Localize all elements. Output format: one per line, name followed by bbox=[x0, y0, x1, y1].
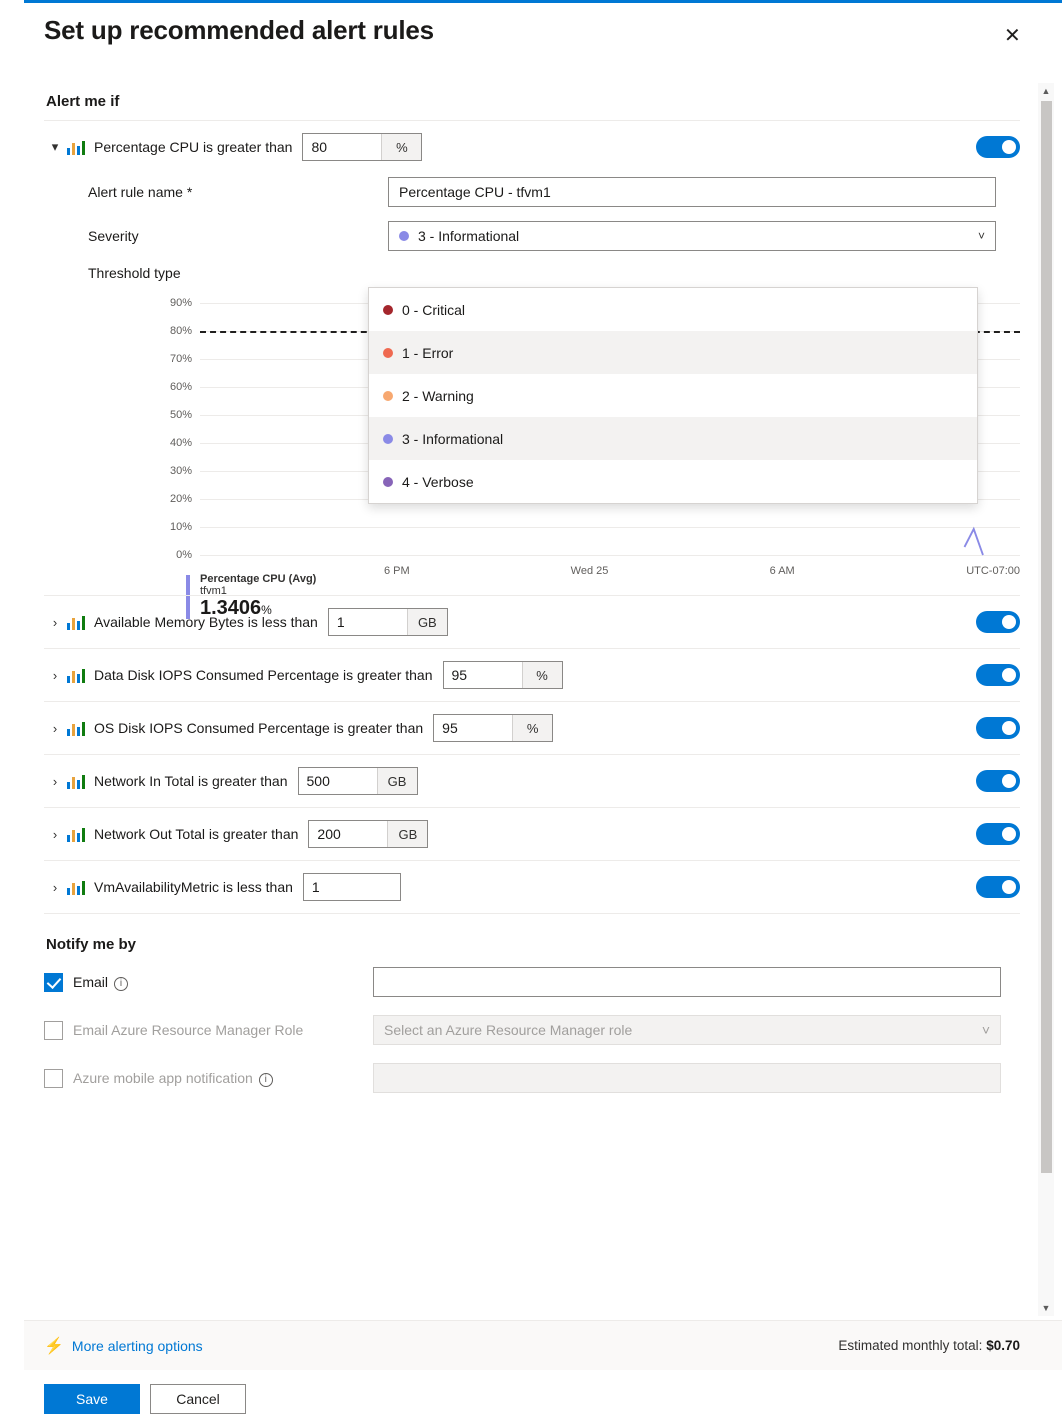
alert-rules-dialog bbox=[24, 0, 1062, 1428]
chart-current-unit: % bbox=[261, 603, 272, 617]
metric-chart-icon bbox=[66, 773, 86, 789]
rule-threshold-input[interactable] bbox=[329, 609, 407, 635]
rule-toggle[interactable] bbox=[976, 664, 1020, 686]
section-alert-me-if-title: Alert me if bbox=[46, 93, 120, 110]
chart-xtick: 6 AM bbox=[769, 565, 795, 577]
severity-label: Severity bbox=[88, 228, 139, 244]
chart-ytick: 90% bbox=[169, 297, 192, 309]
chevron-down-icon[interactable]: ▾ bbox=[51, 139, 59, 154]
info-icon[interactable]: i bbox=[114, 977, 128, 991]
chart-ytick: 40% bbox=[169, 437, 192, 449]
mobile-app-checkbox[interactable] bbox=[44, 1069, 63, 1088]
rule-label: Data Disk IOPS Consumed Percentage is greater than bbox=[94, 667, 433, 683]
severity-color-dot bbox=[383, 305, 393, 315]
rule-threshold-field[interactable] bbox=[433, 714, 553, 742]
mobile-app-input bbox=[373, 1063, 1001, 1093]
severity-color-dot bbox=[399, 231, 409, 241]
rule-threshold-field[interactable] bbox=[328, 608, 448, 636]
rule-toggle[interactable] bbox=[976, 823, 1020, 845]
rule-toggle[interactable] bbox=[976, 717, 1020, 739]
dialog-actions bbox=[44, 1384, 246, 1414]
mobile-app-label: Azure mobile app notification i bbox=[73, 1070, 373, 1087]
info-icon[interactable]: i bbox=[259, 1073, 273, 1087]
chart-ytick: 80% bbox=[169, 325, 192, 337]
chart-ytick: 50% bbox=[169, 409, 192, 421]
severity-select[interactable] bbox=[388, 221, 996, 251]
rule-threshold-field[interactable] bbox=[302, 133, 422, 161]
alert-rule-name-row bbox=[88, 177, 1020, 207]
rule-toggle[interactable] bbox=[976, 136, 1020, 158]
chart-xaxis bbox=[200, 565, 1020, 583]
scroll-up-icon[interactable]: ▲ bbox=[1041, 86, 1051, 96]
chart-legend-title: Percentage CPU (Avg) bbox=[200, 573, 317, 585]
estimated-total-value: $0.70 bbox=[986, 1338, 1020, 1353]
section-notify-me-by-title: Notify me by bbox=[46, 936, 137, 953]
severity-option-label: 4 - Verbose bbox=[402, 473, 474, 490]
scrollbar-thumb[interactable] bbox=[1041, 101, 1052, 1173]
rule-threshold-field[interactable] bbox=[443, 661, 563, 689]
chart-ytick: 20% bbox=[169, 493, 192, 505]
chevron-right-icon[interactable]: › bbox=[52, 614, 58, 630]
severity-color-dot bbox=[383, 434, 393, 444]
metric-chart-icon bbox=[66, 667, 86, 683]
alert-rule-name-input[interactable] bbox=[388, 177, 996, 207]
rule-row-vm-availability[interactable] bbox=[44, 860, 1020, 913]
threshold-type-row bbox=[88, 265, 1020, 281]
rule-threshold-input[interactable] bbox=[304, 874, 400, 900]
cancel-button[interactable]: Cancel bbox=[150, 1384, 246, 1414]
chart-xtick: Wed 25 bbox=[570, 565, 609, 577]
arm-role-checkbox[interactable] bbox=[44, 1021, 63, 1040]
metric-chart-icon bbox=[66, 139, 86, 155]
rule-label: VmAvailabilityMetric is less than bbox=[94, 879, 293, 895]
email-input[interactable] bbox=[373, 967, 1001, 997]
rule-threshold-input[interactable] bbox=[303, 134, 381, 160]
lightning-icon: ⚡ bbox=[44, 1337, 64, 1355]
metric-chart-icon bbox=[66, 614, 86, 630]
notify-row-email bbox=[44, 967, 1020, 997]
email-label: Email i bbox=[73, 974, 373, 991]
severity-color-dot bbox=[383, 391, 393, 401]
chevron-right-icon[interactable]: › bbox=[52, 879, 58, 895]
metric-chart-icon bbox=[66, 826, 86, 842]
rule-label: Available Memory Bytes is less than bbox=[94, 614, 318, 630]
chart-timezone-label: UTC-07:00 bbox=[966, 565, 1020, 577]
rule-threshold-unit: % bbox=[522, 662, 562, 688]
rule-label: Network Out Total is greater than bbox=[94, 826, 299, 842]
arm-role-select[interactable] bbox=[373, 1015, 1001, 1045]
rule-toggle[interactable] bbox=[976, 611, 1020, 633]
chevron-right-icon[interactable]: › bbox=[52, 826, 58, 842]
rule-toggle[interactable] bbox=[976, 770, 1020, 792]
rule-threshold-unit: GB bbox=[377, 768, 417, 794]
scroll-down-icon[interactable]: ▼ bbox=[1041, 1303, 1051, 1313]
vertical-scrollbar[interactable] bbox=[1038, 83, 1054, 1316]
notify-row-arm-role bbox=[44, 1015, 1020, 1045]
rule-threshold-input[interactable] bbox=[444, 662, 522, 688]
severity-color-dot bbox=[383, 477, 393, 487]
estimated-total-label: Estimated monthly total: bbox=[838, 1338, 983, 1353]
chart-ytick: 30% bbox=[169, 465, 192, 477]
chart-ytick: 60% bbox=[169, 381, 192, 393]
more-alerting-options-label: More alerting options bbox=[71, 1337, 203, 1354]
severity-option-0[interactable] bbox=[369, 288, 977, 331]
chart-ytick: 70% bbox=[169, 353, 192, 365]
metric-chart-icon bbox=[66, 720, 86, 736]
severity-color-dot bbox=[383, 348, 393, 358]
rule-label: Network In Total is greater than bbox=[94, 773, 288, 789]
severity-option-label: 0 - Critical bbox=[402, 301, 466, 318]
severity-option-label: 3 - Informational bbox=[402, 430, 504, 447]
severity-option-1[interactable] bbox=[369, 331, 977, 374]
severity-option-label: 2 - Warning bbox=[402, 387, 474, 404]
dialog-content bbox=[24, 75, 1062, 1320]
save-button[interactable]: Save bbox=[44, 1384, 140, 1414]
chart-legend-subtitle: tfvm1 bbox=[200, 585, 227, 597]
severity-selected-value: 3 - Informational bbox=[418, 228, 520, 244]
rule-threshold-field[interactable] bbox=[298, 767, 418, 795]
rule-row-network-out[interactable] bbox=[44, 807, 1020, 860]
estimated-total bbox=[838, 1338, 1020, 1353]
rule-row-data-disk-iops[interactable] bbox=[44, 648, 1020, 701]
rule-row-available-memory[interactable] bbox=[44, 595, 1020, 648]
threshold-type-label: Threshold type bbox=[88, 265, 181, 281]
chevron-right-icon[interactable]: › bbox=[52, 773, 58, 789]
severity-option-3[interactable] bbox=[369, 417, 977, 460]
severity-dropdown[interactable] bbox=[368, 287, 978, 504]
arm-role-placeholder: Select an Azure Resource Manager role bbox=[384, 1022, 633, 1038]
close-icon[interactable]: ✕ bbox=[998, 21, 1026, 49]
chart-xtick: 6 PM bbox=[383, 565, 410, 577]
alert-rule-name-label: Alert rule name * bbox=[88, 184, 193, 200]
chevron-down-icon[interactable]: ˅ bbox=[977, 229, 985, 243]
severity-option-2[interactable] bbox=[369, 374, 977, 417]
arm-role-label: Email Azure Resource Manager Role bbox=[73, 1022, 304, 1038]
metric-chart-icon bbox=[66, 879, 86, 895]
rule-threshold-field[interactable] bbox=[308, 820, 428, 848]
footer-bar bbox=[24, 1320, 1062, 1370]
rule-label: OS Disk IOPS Consumed Percentage is greater than bbox=[94, 720, 424, 736]
rule-threshold-input[interactable] bbox=[299, 768, 377, 794]
rule-threshold-input[interactable] bbox=[434, 715, 512, 741]
more-alerting-options-link[interactable] bbox=[44, 1336, 203, 1356]
rule-threshold-field[interactable] bbox=[303, 873, 401, 901]
severity-option-label: 1 - Error bbox=[402, 344, 454, 361]
severity-option-4[interactable] bbox=[369, 460, 977, 503]
chevron-right-icon[interactable]: › bbox=[52, 667, 58, 683]
rule-threshold-unit: GB bbox=[387, 821, 427, 847]
rule-row-percentage-cpu[interactable] bbox=[44, 120, 1020, 173]
chart-ytick: 0% bbox=[176, 549, 192, 561]
rule-row-network-in[interactable] bbox=[44, 754, 1020, 807]
rule-threshold-unit: % bbox=[512, 715, 552, 741]
chevron-right-icon[interactable]: › bbox=[52, 720, 58, 736]
page-title: Set up recommended alert rules bbox=[44, 15, 434, 45]
rule-label: Percentage CPU is greater than bbox=[94, 139, 293, 155]
email-checkbox[interactable] bbox=[44, 973, 63, 992]
severity-row bbox=[88, 221, 1020, 251]
rule-threshold-unit: GB bbox=[407, 609, 447, 635]
chart-ytick: 10% bbox=[169, 521, 192, 533]
rule-row-os-disk-iops[interactable] bbox=[44, 701, 1020, 754]
notify-row-mobile-app bbox=[44, 1063, 1020, 1093]
background-page-strip bbox=[0, 0, 24, 1428]
chevron-down-icon[interactable]: ˅ bbox=[981, 1022, 990, 1038]
chart-current-value: 1.3406 bbox=[200, 597, 262, 619]
rule-threshold-input[interactable] bbox=[309, 821, 387, 847]
rule-toggle[interactable] bbox=[976, 876, 1020, 898]
rule-threshold-unit: % bbox=[381, 134, 421, 160]
